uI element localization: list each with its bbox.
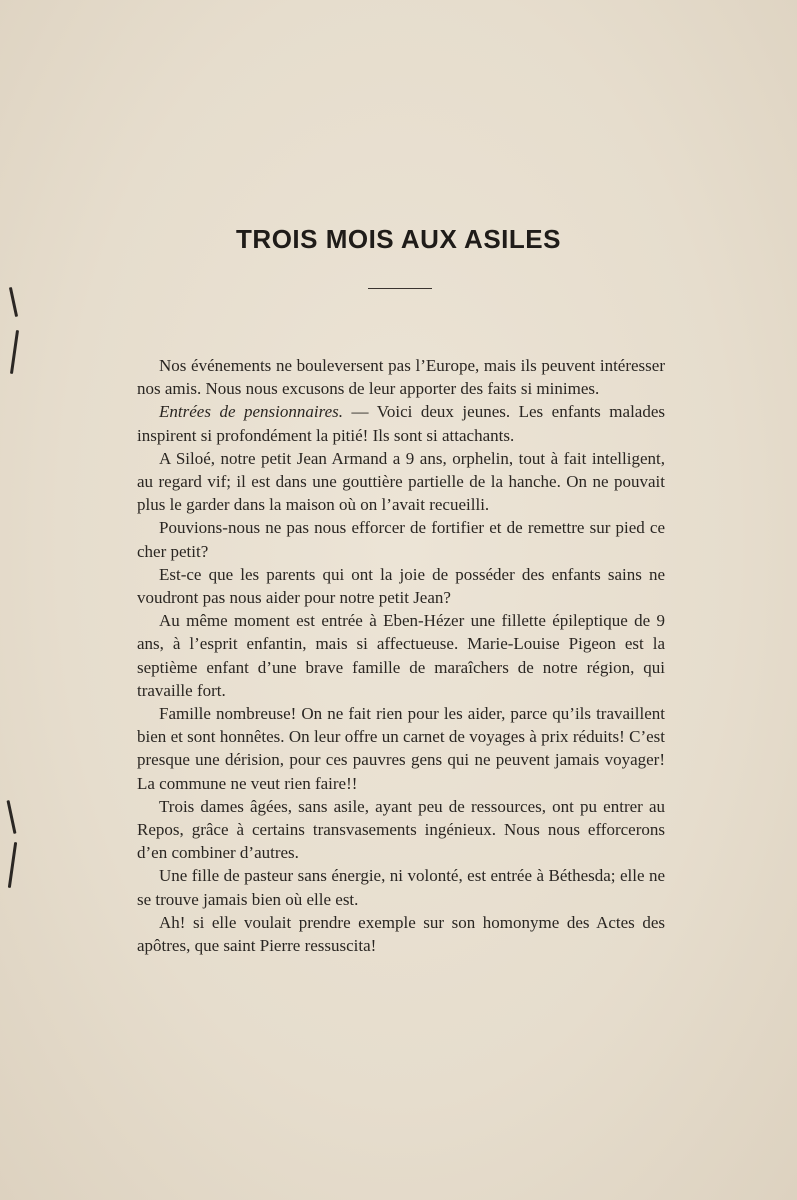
paragraph-8 <box>137 795 665 865</box>
paragraph-text: Famille nombreuse! On ne fait rien pour les aider, parce qu’ils travaillent bien et sont honnêtes. On leur offre un carnet de voyages à prix réduits! C’est presque une dérision, pour ces pauvres gens qui ne peuvent jamais voyager! La commune ne veut rien faire!! <box>137 704 665 793</box>
paragraph-5 <box>137 563 665 609</box>
title-rule <box>368 288 432 289</box>
section-heading: Entrées de pensionnaires. <box>159 402 344 422</box>
paragraph-7 <box>137 702 665 795</box>
paragraph-10 <box>137 911 665 957</box>
paragraph-text: Ah! si elle voulait prendre exemple sur son homonyme des Actes des apôtres, que saint Pierre ressuscita! <box>137 912 665 956</box>
paragraph-text: Est-ce que les parents qui ont la joie de posséder des enfants sains ne voudront pas nous aider pour notre petit Jean? <box>137 564 665 608</box>
paragraph-2 <box>137 400 665 446</box>
paragraph-1 <box>137 354 665 400</box>
paragraph-text: Une fille de pasteur sans énergie, ni volonté, est entrée à Béthesda; elle ne se trouve jamais bien où elle est. <box>137 866 665 909</box>
paragraph-text: Pouvions-nous ne pas nous efforcer de fortifier et de remettre sur pied ce cher petit? <box>137 518 665 561</box>
paragraph-text: Trois dames âgées, sans asile, ayant peu de ressources, ont pu entrer au Repos, grâce à certains transvasements ingénieux. Nous nous efforcerons d’en combiner d’autres. <box>137 796 665 863</box>
paragraph-text: A Siloé, notre petit Jean Armand a 9 ans, orphelin, tout à fait intelligent, au regard vif; il est dans une gouttière partielle de la hanche. On ne pouvait plus le garder dans la maison où on l’avait recueilli. <box>137 448 665 515</box>
margin-mark-bottom-1 <box>6 800 16 834</box>
paragraph-3 <box>137 447 665 517</box>
paragraph-6 <box>137 609 665 702</box>
margin-mark-bottom-2 <box>8 842 17 888</box>
margin-mark-top-2 <box>10 330 19 374</box>
paragraph-9 <box>137 864 665 910</box>
paragraph-text: Nos événements ne bouleversent pas l’Europe, mais ils peuvent intéresser nos amis. Nous nous excusons de leur apporter des faits si minimes. <box>137 356 665 399</box>
paragraph-text: Au même moment est entrée à Eben-Hézer une fillette épileptique de 9 ans, à l’esprit enfantin, mais si affectueuse. Marie-Louise Pigeon est la septième enfant d’une brave famille de maraîchers de notre région, qui travaille fort. <box>137 611 665 700</box>
article-body <box>137 354 665 957</box>
paragraph-4 <box>137 516 665 562</box>
paragraph-text: — Voici deux jeunes. Les enfants malades inspirent si profondément la pitié! Ils sont si attachants. <box>137 402 665 445</box>
page-title: TROIS MOIS AUX ASILES <box>236 224 561 254</box>
margin-mark-top-1 <box>9 287 18 317</box>
